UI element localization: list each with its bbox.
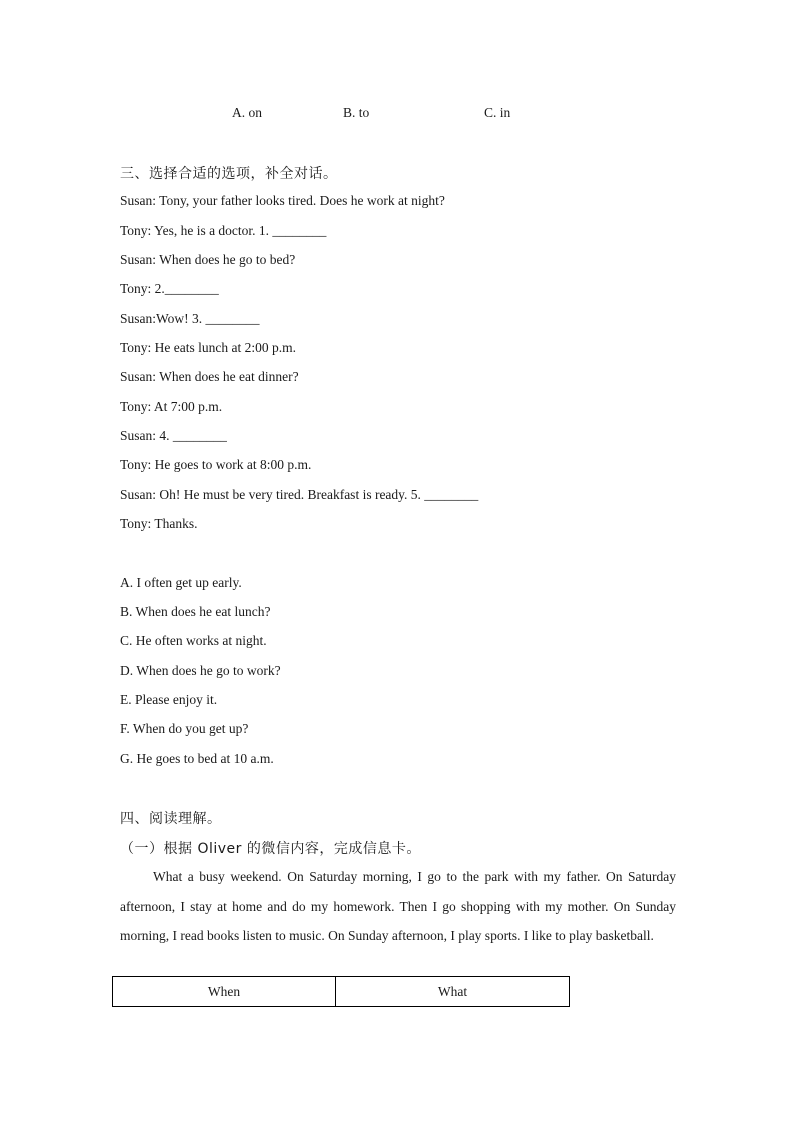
table-header-when: When [113,977,336,1007]
choice-item: E. Please enjoy it. [120,692,218,707]
dialogue-line: Tony: He goes to work at 8:00 p.m. [120,457,312,472]
dialogue-line: Susan: Oh! He must be very tired. Breakfast is ready. 5. ________ [120,487,479,502]
choice-item: A. I often get up early. [120,575,242,590]
reading-passage: What a busy weekend. On Saturday morning, I go to the park with my father. On Saturday afternoon, I stay at home and do my homework. Then I go shopping with my mother. On Sunday morning, I read books listen to music. On Sunday afternoon, I play sports. I like to play basketball. [120,869,676,943]
dialogue-line: Tony: 2.________ [120,281,219,296]
choice-item: F. When do you get up? [120,721,249,736]
section4-heading: 四、阅读理解。 [120,811,222,827]
choice-item: C. He often works at night. [120,633,267,648]
section4-subheading: （一）根据 Oliver 的微信内容，完成信息卡。 [120,841,421,857]
option-c: C. in [484,105,511,120]
dialogue-line: Tony: Yes, he is a doctor. 1. ________ [120,223,327,238]
dialogue-line: Susan: 4. ________ [120,428,227,443]
option-a: A. on [232,105,262,120]
section3-heading: 三、选择合适的选项，补全对话。 [120,166,338,182]
choice-item: D. When does he go to work? [120,663,281,678]
dialogue-line: Susan: Tony, your father looks tired. Does he work at night? [120,193,445,208]
info-card-table [112,976,570,1007]
dialogue-line: Susan: When does he go to bed? [120,252,296,267]
choice-item: B. When does he eat lunch? [120,604,271,619]
dialogue-line: Susan:Wow! 3. ________ [120,311,260,326]
dialogue-line: Tony: At 7:00 p.m. [120,399,223,414]
dialogue-line: Tony: Thanks. [120,516,198,531]
table-row [113,977,570,1007]
dialogue-line: Susan: When does he eat dinner? [120,369,299,384]
option-b: B. to [343,105,370,120]
choice-item: G. He goes to bed at 10 a.m. [120,751,274,766]
dialogue-line: Tony: He eats lunch at 2:00 p.m. [120,340,297,355]
table-header-what: What [336,977,570,1007]
